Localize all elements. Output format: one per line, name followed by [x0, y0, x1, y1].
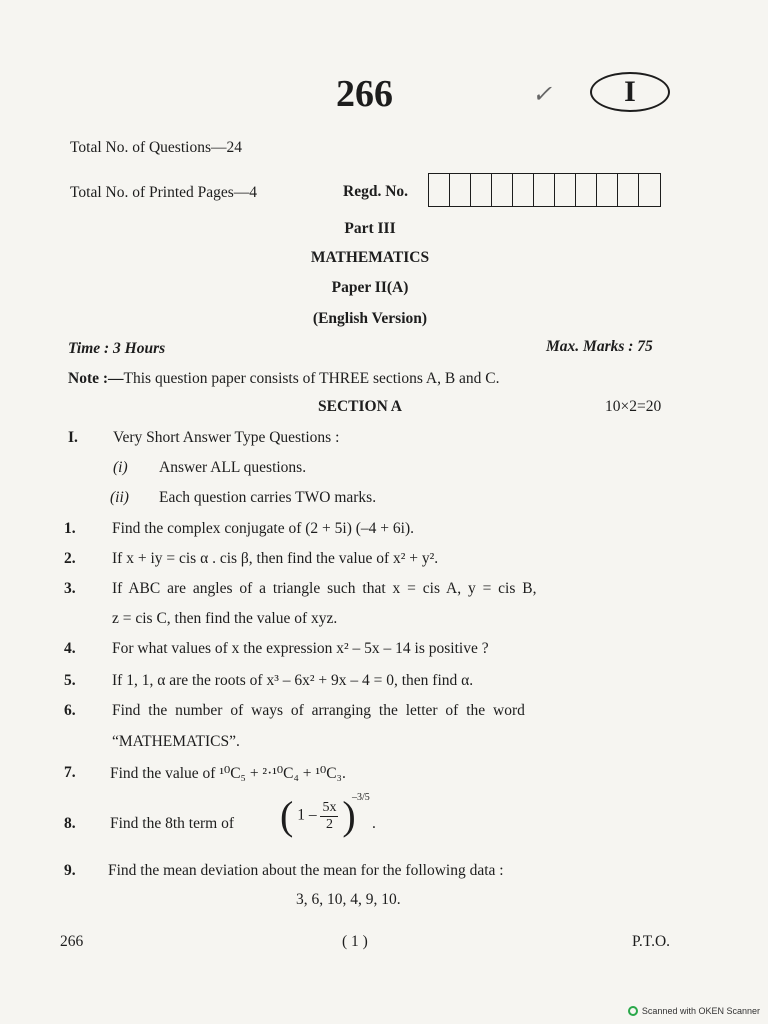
question-number: 6. [64, 702, 76, 719]
section-marks: 10×2=20 [605, 398, 662, 415]
question-number: 2. [64, 550, 76, 567]
instruction-text: Answer ALL questions. [159, 459, 307, 476]
question-number: 3. [64, 580, 76, 597]
series-badge: I [590, 72, 670, 112]
question-text: Find the complex conjugate of (2 + 5i) (–4 + 6i). [112, 520, 415, 537]
pto-label: P.T.O. [632, 933, 671, 950]
scanner-logo-icon [628, 1006, 638, 1016]
group-number: I. [68, 429, 78, 446]
total-questions: Total No. of Questions—24 [70, 139, 242, 156]
question-text-continued: “MATHEMATICS”. [112, 733, 240, 750]
note [68, 370, 500, 388]
instruction-number: (i) [113, 459, 128, 476]
tick-mark-icon: ✓ [532, 82, 553, 108]
question-text: Find the mean deviation about the mean for the following data : [108, 862, 504, 879]
footer-code: 266 [60, 933, 84, 950]
exponent: –3/5 [352, 792, 370, 803]
note-text: This question paper consists of THREE sections A, B and C. [123, 370, 500, 387]
open-paren: ( [280, 793, 294, 838]
max-marks: Max. Marks : 75 [546, 338, 653, 355]
paper-title: Paper II(A) [331, 279, 409, 296]
close-paren: ) [342, 793, 356, 838]
question-text: If 1, 1, α are the roots of x³ – 6x² + 9x – 4 = 0, then find α. [112, 672, 474, 689]
part-title: Part III [344, 220, 396, 237]
regd-number-boxes[interactable] [428, 173, 661, 207]
question-data: 3, 6, 10, 4, 9, 10. [296, 891, 401, 908]
fraction-numerator: 5x [322, 799, 337, 815]
note-label: Note :— [68, 370, 124, 387]
scanner-text: Scanned with OKEN Scanner [641, 1006, 760, 1016]
question-text: If ABC are angles of a triangle such that x = cis A, y = cis B, [112, 580, 537, 597]
question-end: . [372, 815, 376, 832]
total-pages: Total No. of Printed Pages—4 [70, 184, 258, 201]
question-text: If x + iy = cis α . cis β, then find the value of x² + y². [112, 550, 439, 567]
expression-base: 1 – [297, 806, 317, 824]
question-number: 7. [64, 764, 76, 781]
question-text: Find the 8th term of [110, 815, 234, 832]
question-number: 4. [64, 640, 76, 657]
page-number: ( 1 ) [342, 933, 368, 950]
fraction [320, 800, 338, 833]
question-text: Find the number of ways of arranging the letter of the word [112, 702, 525, 719]
question-text: Find the value of ¹⁰C₅ + ²·¹⁰C₄ + ¹⁰C₃. [110, 765, 346, 782]
question-text-continued: z = cis C, then find the value of xyz. [112, 610, 338, 627]
instruction-number: (ii) [110, 489, 129, 506]
question-text: For what values of x the expression x² – 5x – 14 is positive ? [112, 640, 489, 657]
binomial-expression [280, 793, 356, 838]
question-number: 8. [64, 815, 76, 832]
subject-title: MATHEMATICS [310, 249, 430, 266]
group-title: Very Short Answer Type Questions : [113, 429, 340, 446]
question-number: 5. [64, 672, 76, 689]
fraction-denominator: 2 [325, 816, 333, 832]
scanner-watermark [628, 1006, 760, 1016]
time-label: Time : 3 Hours [68, 340, 166, 357]
regd-label: Regd. No. [343, 183, 409, 200]
section-title: SECTION A [318, 398, 402, 415]
version-title: (English Version) [312, 310, 428, 327]
instruction-text: Each question carries TWO marks. [159, 489, 377, 506]
paper-code: 266 [336, 73, 393, 115]
question-number: 1. [64, 520, 76, 537]
question-number: 9. [64, 862, 76, 879]
